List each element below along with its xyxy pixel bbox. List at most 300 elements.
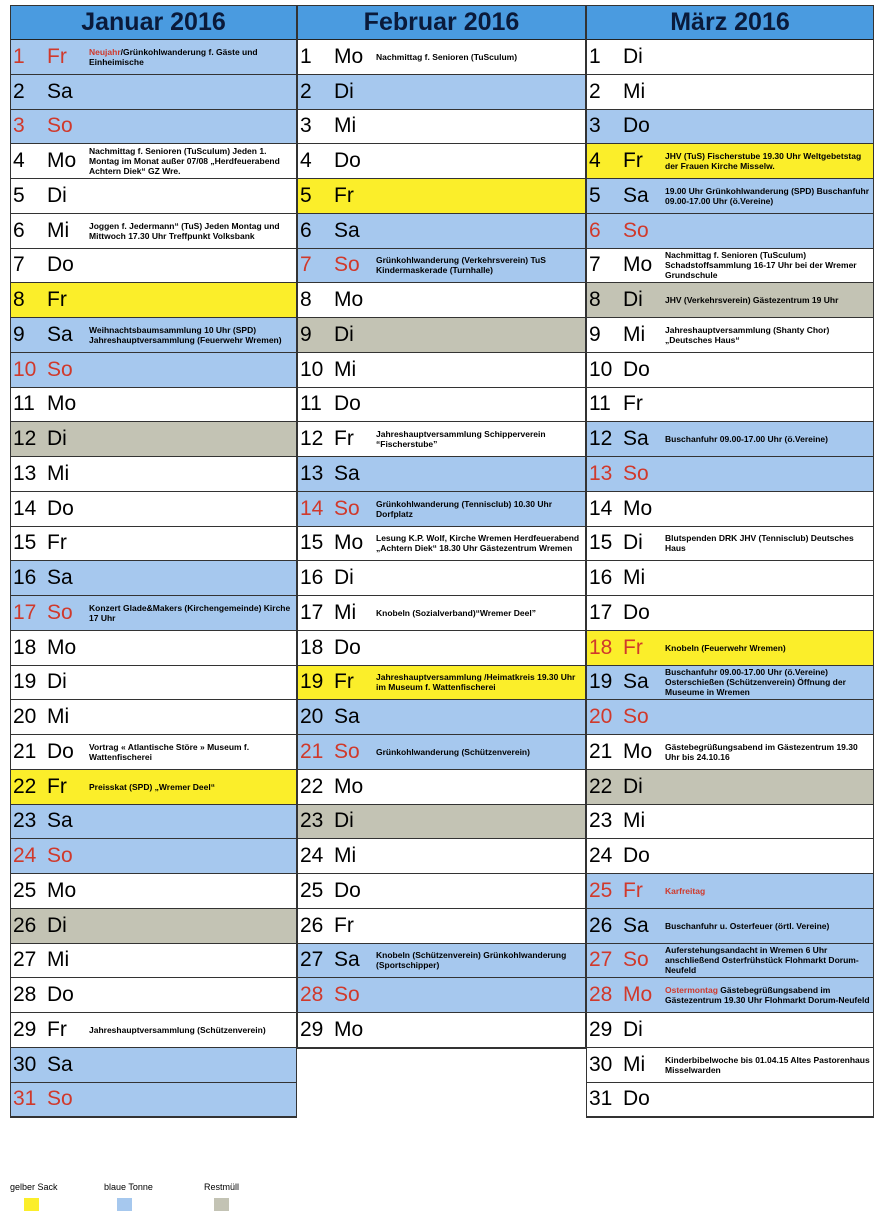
weekday: Mo — [47, 149, 77, 173]
weekday: Fr — [47, 531, 67, 555]
day-event: Nachmittag f. Senioren (TuSculum) — [376, 51, 518, 62]
day-number: 24 — [13, 844, 37, 868]
weekday: Fr — [47, 288, 67, 312]
weekday: Di — [623, 44, 643, 68]
day-row — [587, 978, 873, 1013]
weekday: Fr — [334, 913, 354, 937]
day-row — [587, 283, 873, 318]
day-event: Joggen f. Jedermann“ (TuS) Jeden Montag und Mittwoch 17.30 Uhr Treffpunkt Volksbank — [89, 220, 280, 241]
day-number: 12 — [300, 427, 324, 451]
day-number: 4 — [300, 149, 312, 173]
day-number: 11 — [589, 392, 611, 416]
day-number: 8 — [300, 288, 312, 312]
month-title: Februar 2016 — [298, 6, 585, 40]
day-row — [11, 700, 296, 735]
weekday: Sa — [334, 705, 360, 729]
day-number: 27 — [13, 948, 37, 972]
weekday: Mo — [334, 531, 364, 555]
day-row — [298, 839, 585, 874]
weekday: Fr — [623, 635, 643, 659]
day-event: Nachmittag f. Senioren (TuSculum) Schadstoffsammlung 16-17 Uhr bei der Wremer Grundschule — [665, 250, 857, 281]
day-event: Grünkohlwanderung (Tennisclub) 10.30 Uhr Dorfplatz — [376, 498, 553, 519]
day-number: 2 — [589, 79, 601, 103]
day-row — [11, 909, 296, 944]
day-row — [11, 353, 296, 388]
day-row — [298, 40, 585, 75]
day-number: 21 — [589, 739, 613, 763]
day-number: 3 — [13, 114, 25, 138]
day-row — [587, 770, 873, 805]
day-number: 31 — [589, 1087, 613, 1111]
day-number: 6 — [13, 218, 25, 242]
weekday: Di — [334, 79, 354, 103]
weekday: Di — [47, 913, 67, 937]
day-row — [587, 874, 873, 909]
weekday: Di — [623, 774, 643, 798]
weekday: Mo — [47, 635, 77, 659]
day-number: 29 — [13, 1017, 37, 1041]
day-row — [298, 110, 585, 145]
weekday: Fr — [334, 427, 354, 451]
weekday: Di — [334, 566, 354, 590]
day-row — [587, 492, 873, 527]
day-row — [298, 179, 585, 214]
day-row — [298, 666, 585, 701]
day-row — [587, 805, 873, 840]
day-number: 11 — [13, 392, 35, 416]
day-row — [11, 318, 296, 353]
day-number: 29 — [589, 1017, 613, 1041]
day-row — [587, 457, 873, 492]
weekday: Fr — [623, 392, 643, 416]
weekday: So — [623, 218, 649, 242]
weekday: Sa — [47, 1052, 73, 1076]
day-number: 7 — [589, 253, 601, 277]
holiday-label: Ostermontag — [665, 985, 718, 996]
weekday: Do — [47, 253, 74, 277]
weekday: Do — [334, 149, 361, 173]
day-number: 24 — [300, 844, 324, 868]
month-column — [10, 5, 297, 1118]
weekday: Do — [47, 739, 74, 763]
day-number: 12 — [13, 427, 37, 451]
day-row — [587, 735, 873, 770]
day-event: Knobeln (Schützenverein) Grünkohlwanderung (Sportschipper) — [376, 950, 567, 971]
day-row — [587, 1013, 873, 1048]
day-row — [587, 839, 873, 874]
weekday: Di — [47, 670, 67, 694]
day-number: 18 — [300, 635, 324, 659]
weekday: Mi — [623, 566, 646, 590]
day-number: 30 — [13, 1052, 37, 1076]
legend-grey-label: Restmüll — [204, 1182, 240, 1192]
day-number: 25 — [589, 878, 613, 902]
weekday: Mi — [334, 844, 357, 868]
day-number: 14 — [300, 496, 324, 520]
day-row — [298, 492, 585, 527]
day-number: 20 — [300, 705, 324, 729]
day-row — [298, 805, 585, 840]
weekday: Mi — [334, 114, 357, 138]
weekday: Sa — [334, 218, 360, 242]
weekday: Mo — [623, 983, 653, 1007]
weekday: So — [334, 739, 360, 763]
legend-blue-label: blaue Tonne — [104, 1182, 153, 1192]
day-row — [11, 492, 296, 527]
weekday: Mi — [334, 600, 357, 624]
weekday: Fr — [47, 1017, 67, 1041]
day-number: 23 — [589, 809, 613, 833]
weekday: Do — [47, 496, 74, 520]
month-column — [297, 5, 586, 1049]
day-number: 11 — [300, 392, 322, 416]
day-row — [587, 944, 873, 979]
day-event: JHV (Verkehrsverein) Gästezentrum 19 Uhr — [665, 295, 839, 306]
weekday: Mo — [47, 392, 77, 416]
day-number: 14 — [589, 496, 613, 520]
weekday: Do — [623, 844, 650, 868]
day-event: Jahreshauptversammlung (Shanty Chor) „Deutsches Haus“ — [665, 324, 830, 345]
weekday: Mo — [334, 44, 364, 68]
weekday: Sa — [47, 566, 73, 590]
day-row — [298, 909, 585, 944]
day-event: Gästebegrüßungsabend im Gästezentrum 19.30 Uhr bis 24.10.16 — [665, 741, 858, 762]
weekday: Mi — [47, 948, 70, 972]
day-row — [298, 75, 585, 110]
day-number: 10 — [589, 357, 613, 381]
weekday: Do — [623, 114, 650, 138]
day-event: Knobeln (Sozialverband)“Wremer Deel” — [376, 607, 536, 618]
day-row — [298, 214, 585, 249]
day-row — [587, 110, 873, 145]
day-row — [11, 422, 296, 457]
day-number: 4 — [589, 149, 601, 173]
day-number: 27 — [589, 948, 613, 972]
day-row — [587, 40, 873, 75]
day-row — [587, 1083, 873, 1118]
weekday: Di — [334, 809, 354, 833]
weekday: Di — [623, 531, 643, 555]
weekday: Fr — [623, 878, 643, 902]
day-row — [587, 422, 873, 457]
day-number: 22 — [300, 774, 324, 798]
day-row — [298, 388, 585, 423]
month-title: Januar 2016 — [11, 6, 296, 40]
day-number: 25 — [13, 878, 37, 902]
weekday: Fr — [47, 774, 67, 798]
day-row — [11, 631, 296, 666]
day-number: 26 — [300, 913, 324, 937]
day-row — [298, 527, 585, 562]
day-event: Buschanfuhr u. Osterfeuer (örtl. Vereine) — [665, 920, 830, 931]
weekday: Sa — [623, 183, 649, 207]
day-number: 16 — [13, 566, 37, 590]
weekday: So — [623, 705, 649, 729]
weekday: Do — [334, 635, 361, 659]
day-row — [11, 75, 296, 110]
day-number: 6 — [589, 218, 601, 242]
day-row — [11, 944, 296, 979]
day-row — [298, 144, 585, 179]
day-number: 7 — [13, 253, 25, 277]
day-row — [11, 388, 296, 423]
day-event: Nachmittag f. Senioren (TuSculum) Jeden 1. Montag im Monat außer 07/08 „Herdfeuerabend Achtern Diek“ GZ Wre. — [89, 146, 280, 177]
day-number: 16 — [300, 566, 324, 590]
day-row — [587, 1048, 873, 1083]
day-number: 9 — [300, 322, 312, 346]
day-number: 9 — [589, 322, 601, 346]
day-number: 21 — [300, 739, 324, 763]
day-number: 23 — [13, 809, 37, 833]
legend-blue-swatch — [117, 1198, 132, 1211]
day-row — [298, 283, 585, 318]
day-event: Weihnachtsbaumsammlung 10 Uhr (SPD) Jahreshauptversammlung (Feuerwehr Wremen) — [89, 324, 282, 345]
day-number: 23 — [300, 809, 324, 833]
day-row — [298, 422, 585, 457]
day-number: 28 — [589, 983, 613, 1007]
day-row — [11, 527, 296, 562]
day-event: Jahreshauptversammlung (Schützenverein) — [89, 1024, 266, 1035]
weekday: Mo — [47, 878, 77, 902]
weekday: Mi — [47, 461, 70, 485]
day-number: 19 — [300, 670, 324, 694]
day-row — [298, 978, 585, 1013]
day-number: 9 — [13, 322, 25, 346]
month-title: März 2016 — [587, 6, 873, 40]
day-row — [298, 700, 585, 735]
weekday: Sa — [334, 948, 360, 972]
weekday: Sa — [623, 427, 649, 451]
weekday: So — [47, 357, 73, 381]
day-event: Lesung K.P. Wolf, Kirche Wremen Herdfeuerabend „Achtern Diek“ 18.30 Uhr Gästezentrum Wremen — [376, 533, 580, 554]
weekday: Mi — [623, 79, 646, 103]
day-event: Grünkohlwanderung (Verkehrsverein) TuS Kindermaskerade (Turnhalle) — [376, 255, 546, 276]
day-row — [298, 770, 585, 805]
weekday: So — [334, 983, 360, 1007]
day-row — [587, 179, 873, 214]
day-row — [11, 40, 296, 75]
weekday: Fr — [334, 183, 354, 207]
day-number: 22 — [13, 774, 37, 798]
weekday: So — [334, 496, 360, 520]
day-number: 20 — [13, 705, 37, 729]
day-row — [11, 666, 296, 701]
day-number: 15 — [589, 531, 613, 555]
day-event: Preisskat (SPD) „Wremer Deel“ — [89, 781, 215, 792]
day-event: JHV (TuS) Fischerstube 19.30 Uhr Weltgebetstag der Frauen Kirche Misselw. — [665, 151, 862, 172]
day-event: Jahreshauptversammlung Schipperverein “Fischerstube” — [376, 429, 546, 450]
day-row — [11, 874, 296, 909]
day-row — [11, 839, 296, 874]
day-number: 17 — [13, 600, 37, 624]
day-number: 8 — [13, 288, 25, 312]
weekday: So — [47, 600, 73, 624]
day-number: 18 — [589, 635, 613, 659]
day-number: 24 — [589, 844, 613, 868]
day-row — [298, 1013, 585, 1048]
weekday: Di — [47, 427, 67, 451]
day-number: 16 — [589, 566, 613, 590]
weekday: So — [47, 844, 73, 868]
day-row — [587, 75, 873, 110]
day-number: 13 — [589, 461, 613, 485]
day-number: 29 — [300, 1017, 324, 1041]
weekday: Mo — [334, 288, 364, 312]
weekday: So — [623, 948, 649, 972]
day-event: Blutspenden DRK JHV (Tennisclub) Deutsches Haus — [665, 533, 854, 554]
day-row — [11, 596, 296, 631]
day-number: 26 — [13, 913, 37, 937]
day-row — [587, 909, 873, 944]
weekday: So — [334, 253, 360, 277]
day-number: 17 — [300, 600, 324, 624]
day-number: 22 — [589, 774, 613, 798]
day-number: 5 — [589, 183, 601, 207]
day-row — [587, 388, 873, 423]
day-number: 26 — [589, 913, 613, 937]
day-event: Knobeln (Feuerwehr Wremen) — [665, 642, 786, 653]
day-row — [11, 1083, 296, 1118]
day-number: 20 — [589, 705, 613, 729]
weekday: Mi — [623, 1052, 646, 1076]
weekday: Di — [623, 1017, 643, 1041]
day-number: 5 — [300, 183, 312, 207]
weekday: Di — [47, 183, 67, 207]
weekday: Mi — [623, 322, 646, 346]
legend-yellow-label: gelber Sack — [10, 1182, 58, 1192]
day-row — [587, 631, 873, 666]
day-row — [11, 179, 296, 214]
day-number: 21 — [13, 739, 37, 763]
day-number: 13 — [13, 461, 37, 485]
day-row — [298, 457, 585, 492]
day-event: 19.00 Uhr Grünkohlwanderung (SPD) Buschanfuhr 09.00-17.00 Uhr (ö.Vereine) — [665, 185, 870, 206]
month-column — [586, 5, 874, 1118]
day-row — [298, 631, 585, 666]
weekday: Sa — [47, 322, 73, 346]
weekday: Sa — [334, 461, 360, 485]
day-row — [11, 1013, 296, 1048]
day-row — [298, 944, 585, 979]
day-number: 12 — [589, 427, 613, 451]
day-number: 7 — [300, 253, 312, 277]
day-number: 27 — [300, 948, 324, 972]
weekday: Di — [334, 322, 354, 346]
day-row — [11, 978, 296, 1013]
day-row — [587, 144, 873, 179]
weekday: Mi — [47, 218, 70, 242]
holiday-label: Neujahr — [89, 46, 121, 57]
weekday: Mi — [334, 357, 357, 381]
weekday: So — [47, 1087, 73, 1111]
day-number: 1 — [13, 44, 25, 68]
day-row — [298, 561, 585, 596]
weekday: Di — [623, 288, 643, 312]
day-row — [11, 214, 296, 249]
day-row — [298, 874, 585, 909]
weekday: Mi — [623, 809, 646, 833]
weekday: Do — [623, 600, 650, 624]
day-row — [587, 249, 873, 284]
day-number: 17 — [589, 600, 613, 624]
day-row — [11, 1048, 296, 1083]
day-number: 1 — [300, 44, 312, 68]
day-row — [587, 700, 873, 735]
day-number: 19 — [13, 670, 37, 694]
day-number: 15 — [13, 531, 37, 555]
day-row — [298, 353, 585, 388]
day-row — [11, 249, 296, 284]
day-row — [11, 805, 296, 840]
day-number: 31 — [13, 1087, 37, 1111]
weekday: Fr — [623, 149, 643, 173]
day-event — [665, 886, 873, 896]
weekday: Mo — [623, 739, 653, 763]
weekday: Do — [334, 878, 361, 902]
day-number: 3 — [300, 114, 312, 138]
day-number: 19 — [589, 670, 613, 694]
day-number: 13 — [300, 461, 324, 485]
day-event: Jahreshauptversammlung /Heimatkreis 19.30 Uhr im Museum f. Wattenfischerei — [376, 672, 576, 693]
day-event: Kinderbibelwoche bis 01.04.15 Altes Pastorenhaus Misselwarden — [665, 1054, 870, 1075]
weekday: So — [623, 461, 649, 485]
day-number: 4 — [13, 149, 25, 173]
day-number: 2 — [300, 79, 312, 103]
day-row — [298, 249, 585, 284]
weekday: So — [47, 114, 73, 138]
day-row — [587, 214, 873, 249]
day-event: Grünkohlwanderung (Schützenverein) — [376, 746, 530, 757]
day-event: Ostermontag Gästebegrüßungsabend im Gästezentrum 19.30 Uhr Flohmarkt Dorum-Neufeld — [665, 985, 870, 1006]
day-row — [587, 561, 873, 596]
day-event: Konzert Glade&Makers (Kirchengemeinde) Kirche 17 Uhr — [89, 602, 291, 623]
legend-yellow-swatch — [24, 1198, 39, 1211]
day-number: 14 — [13, 496, 37, 520]
legend-grey-swatch — [214, 1198, 229, 1211]
day-number: 18 — [13, 635, 37, 659]
day-event: Buschanfuhr 09.00-17.00 Uhr (ö.Vereine) Osterschießen (Schützenverein) Öffnung der Museume in Wremen — [665, 667, 846, 698]
day-number: 10 — [13, 357, 37, 381]
weekday: Mo — [623, 253, 653, 277]
day-event: Vortrag « Atlantische Störe » Museum f. Wattenfischerei — [89, 741, 250, 762]
weekday: Mo — [334, 1017, 364, 1041]
weekday: Fr — [47, 44, 67, 68]
day-row — [11, 110, 296, 145]
day-row — [298, 318, 585, 353]
weekday: Do — [47, 983, 74, 1007]
weekday: Mo — [623, 496, 653, 520]
day-number: 15 — [300, 531, 324, 555]
weekday: Sa — [47, 79, 73, 103]
day-row — [11, 561, 296, 596]
weekday: Sa — [47, 809, 73, 833]
weekday: Sa — [623, 913, 649, 937]
day-number: 10 — [300, 357, 324, 381]
day-row — [587, 353, 873, 388]
weekday: Mo — [334, 774, 364, 798]
day-row — [587, 596, 873, 631]
weekday: Do — [623, 357, 650, 381]
day-number: 1 — [589, 44, 601, 68]
day-number: 28 — [300, 983, 324, 1007]
day-number: 3 — [589, 114, 601, 138]
day-number: 30 — [589, 1052, 613, 1076]
day-row — [11, 144, 296, 179]
weekday: Mi — [47, 705, 70, 729]
holiday-label: Karfreitag — [665, 885, 706, 896]
weekday: Fr — [334, 670, 354, 694]
day-number: 5 — [13, 183, 25, 207]
